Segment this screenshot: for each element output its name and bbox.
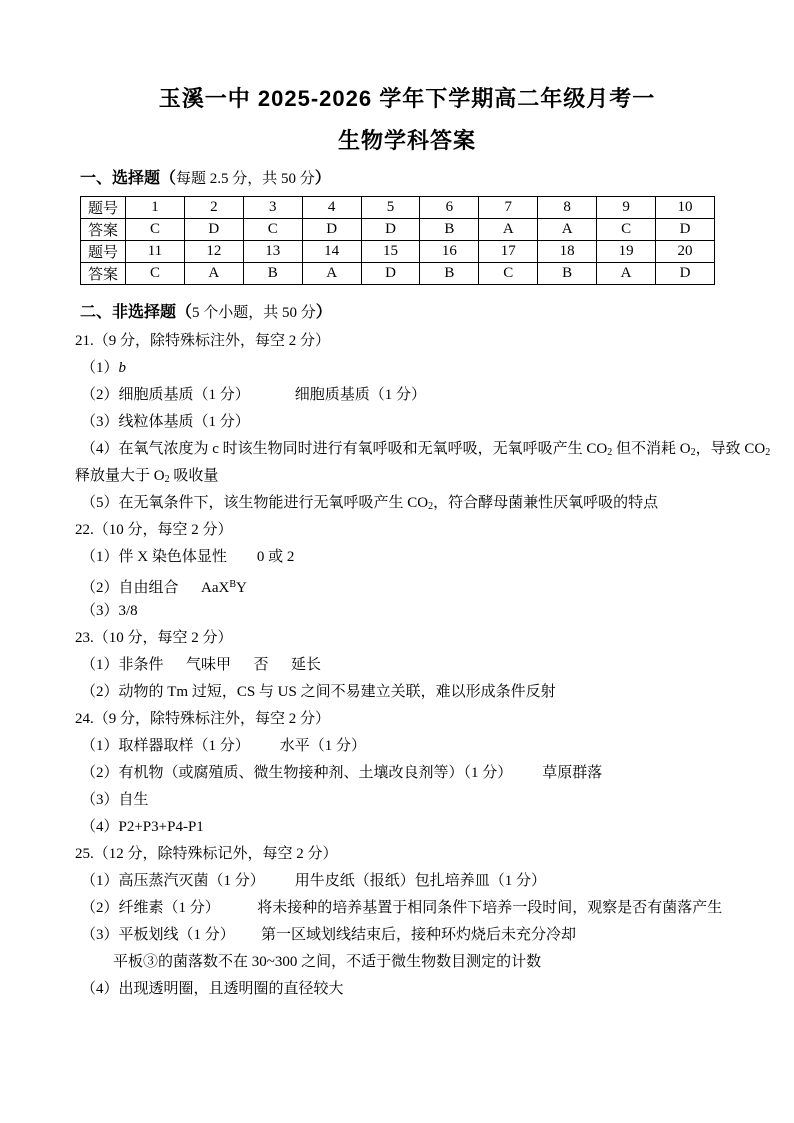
answer-line xyxy=(81,733,739,760)
answer-cell: A xyxy=(538,219,597,241)
text-segment: 25.（12 分，除特殊标记外，每空 2 分） xyxy=(75,846,338,862)
table-row xyxy=(81,241,715,263)
answer-line xyxy=(81,544,739,571)
text-segment: 2 xyxy=(607,447,613,458)
text-segment: Y xyxy=(236,580,247,596)
text-segment: 24.（9 分，除特殊标注外，每空 2 分） xyxy=(75,711,331,727)
answer-line xyxy=(81,598,739,625)
answer-cell: 4 xyxy=(302,197,361,219)
answer-line xyxy=(81,976,739,1003)
answer-cell: A xyxy=(479,219,538,241)
answer-line xyxy=(81,787,739,814)
text-segment: （5）在无氧条件下，该生物能进行无氧呼吸产生 CO xyxy=(81,495,429,511)
answer-line xyxy=(81,490,739,517)
answer-line xyxy=(81,679,739,706)
answer-cell: A xyxy=(184,263,243,285)
answer-cell: C xyxy=(126,219,185,241)
answer-cell: 19 xyxy=(597,241,656,263)
text-segment: 但不消耗 O xyxy=(612,441,691,457)
paren-close: ） xyxy=(315,304,332,321)
answer-cell: 9 xyxy=(597,197,656,219)
answer-cell: D xyxy=(656,219,715,241)
answer-cell: 20 xyxy=(656,241,715,263)
document-subtitle: 生物学科答案 xyxy=(337,128,476,153)
answer-cell: 3 xyxy=(243,197,302,219)
text-segment: （1）高压蒸汽灭菌（1 分） 用牛皮纸（报纸）包扎培养皿（1 分） xyxy=(81,873,547,889)
text-segment: （2）动物的 Tm 过短，CS 与 US 之间不易建立关联，难以形成条件反射 xyxy=(81,684,556,700)
text-segment: （2）自由组合 AaX xyxy=(81,580,230,596)
text-segment: （1）取样器取样（1 分） 水平（1 分） xyxy=(81,738,367,754)
text-segment: 2 xyxy=(428,501,434,512)
answer-cell: 5 xyxy=(361,197,420,219)
text-segment: 22.（10 分，每空 2 分） xyxy=(75,522,233,538)
section-1-title: 一、选择题 xyxy=(80,170,161,187)
answer-line xyxy=(81,436,771,463)
answers-list xyxy=(75,328,771,1003)
answer-line xyxy=(75,463,739,490)
answer-cell: C xyxy=(597,219,656,241)
row-header-cell: 答案 xyxy=(81,219,126,241)
answer-cell: D xyxy=(361,263,420,285)
text-segment: 21.（9 分，除特殊标注外，每空 2 分） xyxy=(75,333,331,349)
answer-cell: A xyxy=(302,263,361,285)
answer-line xyxy=(81,814,739,841)
answer-line xyxy=(81,571,739,598)
text-segment: 平板③的菌落数不在 30~300 之间，不适于微生物数目测定的计数 xyxy=(113,954,542,970)
row-header-cell: 题号 xyxy=(81,197,126,219)
text-segment: 2 xyxy=(690,447,696,458)
answer-cell: D xyxy=(184,219,243,241)
answer-cell: A xyxy=(597,263,656,285)
answer-cell: 12 xyxy=(184,241,243,263)
answer-line xyxy=(75,841,739,868)
answer-cell: D xyxy=(361,219,420,241)
answer-cell: 2 xyxy=(184,197,243,219)
answer-line xyxy=(81,895,739,922)
text-segment: 2 xyxy=(765,447,771,458)
section-2-heading xyxy=(80,302,739,324)
answer-cell: B xyxy=(420,219,479,241)
answer-cell: 6 xyxy=(420,197,479,219)
text-segment: （3）平板划线（1 分） 第一区域划线结束后，接种环灼烧后未充分冷却 xyxy=(81,927,577,943)
answer-line xyxy=(75,517,739,544)
answer-cell: B xyxy=(538,263,597,285)
answer-cell: D xyxy=(302,219,361,241)
answer-cell: 16 xyxy=(420,241,479,263)
text-segment: （1）非条件 气味甲 否 延长 xyxy=(81,657,322,673)
text-segment: （4）P2+P3+P4-P1 xyxy=(81,819,204,835)
paren-close: ） xyxy=(314,170,331,187)
paren-open: （ xyxy=(160,170,177,187)
document-title: 玉溪一中 2025-2026 学年下学期高二年级月考一 xyxy=(158,86,656,111)
section-1-heading xyxy=(80,168,739,190)
answer-line xyxy=(81,652,739,679)
answer-line xyxy=(75,625,739,652)
text-segment: ，导致 CO xyxy=(695,441,766,457)
text-segment: 23.（10 分，每空 2 分） xyxy=(75,630,233,646)
answer-cell: 1 xyxy=(126,197,185,219)
section-1-note: 每题 2.5 分，共 50 分 xyxy=(176,171,315,187)
answer-cell: C xyxy=(126,263,185,285)
answer-cell: 14 xyxy=(302,241,361,263)
answer-cell: 10 xyxy=(656,197,715,219)
answer-cell: C xyxy=(243,219,302,241)
text-segment: （1） xyxy=(81,360,119,376)
answer-cell: 8 xyxy=(538,197,597,219)
text-segment: B xyxy=(229,579,236,590)
text-segment: （2）有机物（或腐殖质、微生物接种剂、土壤改良剂等）（1 分） 草原群落 xyxy=(81,765,603,781)
answer-line xyxy=(81,409,739,436)
answer-cell: C xyxy=(479,263,538,285)
section-2-note: 5 个小题，共 50 分 xyxy=(192,305,316,321)
text-segment: ，符合酵母菌兼性厌氧呼吸的特点 xyxy=(433,495,659,511)
answers-table xyxy=(80,196,715,285)
answer-cell: 15 xyxy=(361,241,420,263)
text-segment: （4）在氧气浓度为 c 时该生物同时进行有氧呼吸和无氧呼吸，无氧呼吸产生 CO xyxy=(81,441,608,457)
answer-cell: 7 xyxy=(479,197,538,219)
row-header-cell: 题号 xyxy=(81,241,126,263)
answer-line xyxy=(81,868,739,895)
answer-line xyxy=(113,949,739,976)
answer-line xyxy=(81,382,739,409)
section-2-title: 二、非选择题 xyxy=(80,304,177,321)
answer-cell: 18 xyxy=(538,241,597,263)
answer-cell: 17 xyxy=(479,241,538,263)
text-segment: （4）出现透明圈，且透明圈的直径较大 xyxy=(81,981,344,997)
answer-line xyxy=(81,355,739,382)
table-row xyxy=(81,263,715,285)
answer-line xyxy=(81,922,739,949)
text-segment: （2）细胞质基质（1 分） 细胞质基质（1 分） xyxy=(81,387,427,403)
text-segment: （3）自生 xyxy=(81,792,149,808)
text-segment: 吸收量 xyxy=(169,468,219,484)
table-row xyxy=(81,219,715,241)
table-row xyxy=(81,197,715,219)
answer-line xyxy=(81,760,739,787)
text-segment: （2）纤维素（1 分） 将未接种的培养基置于相同条件下培养一段时间，观察是否有菌落产生 xyxy=(81,900,723,916)
answer-cell: 11 xyxy=(126,241,185,263)
text-segment: 释放量大于 O xyxy=(75,468,165,484)
row-header-cell: 答案 xyxy=(81,263,126,285)
paren-open: （ xyxy=(176,304,193,321)
answer-line xyxy=(75,328,739,355)
answer-cell: D xyxy=(656,263,715,285)
text-segment: b xyxy=(118,360,127,376)
text-segment: （1）伴 X 染色体显性 0 或 2 xyxy=(81,549,295,565)
answer-cell: B xyxy=(243,263,302,285)
answer-line xyxy=(75,706,739,733)
text-segment: （3）线粒体基质（1 分） xyxy=(81,414,250,430)
text-segment: （3）3/8 xyxy=(81,603,138,619)
answer-cell: B xyxy=(420,263,479,285)
text-segment: 2 xyxy=(164,474,170,485)
answer-cell: 13 xyxy=(243,241,302,263)
